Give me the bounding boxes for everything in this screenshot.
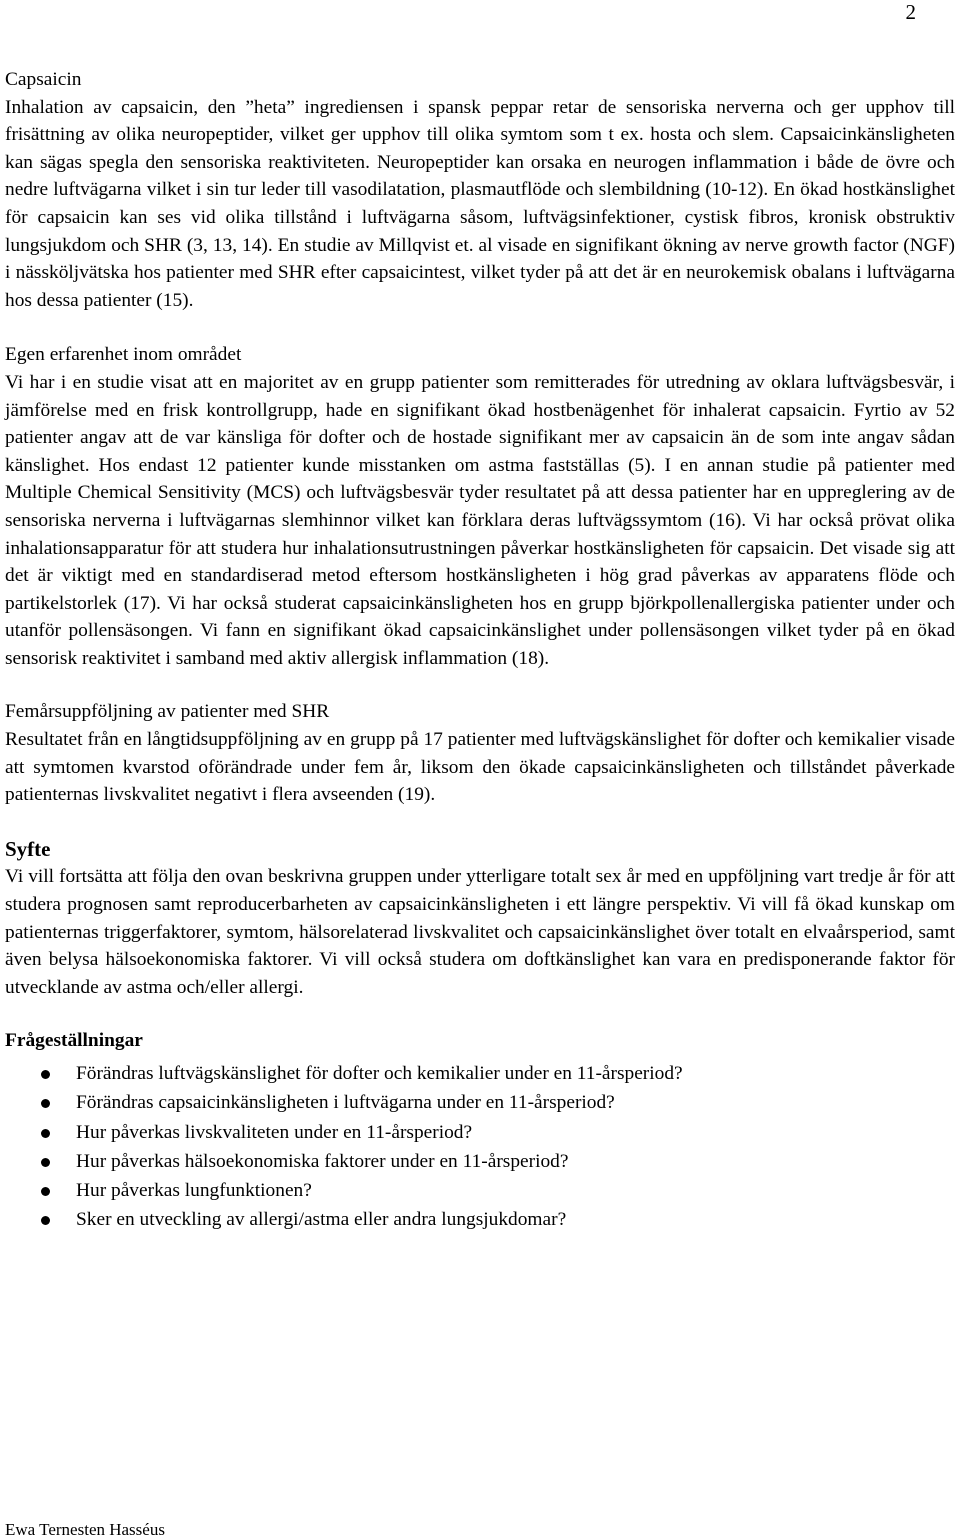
section-purpose: [5, 836, 955, 1002]
bullet-icon: [41, 1129, 50, 1138]
list-item-text: Hur påverkas hälsoekonomiska faktorer under en 11-årsperiod?: [76, 1150, 569, 1172]
paragraph-followup: Resultatet från en långtidsuppföljning av en grupp på 17 patienter med luftvägskänslighet för dofter och kemikalier visade att symtomen kvarstod oförändrade under fem år, liksom den ökade capsaicinkänsligheten och tillståndet påverkade patienternas livskvalitet negativt i flera avseenden (19).: [5, 729, 955, 806]
document-body: [5, 66, 955, 1235]
list-item-text: Sker en utveckling av allergi/astma eller andra lungsjukdomar?: [76, 1209, 567, 1231]
list-item-text: Hur påverkas livskvaliteten under en 11-årsperiod?: [76, 1121, 473, 1143]
section-heading-questions: Frågeställningar: [5, 1030, 143, 1052]
list-item: [5, 1176, 955, 1205]
list-item: [5, 1059, 955, 1088]
footer-author: Ewa Ternesten Hasséus: [5, 1520, 165, 1539]
list-item: [5, 1147, 955, 1176]
bullet-icon: [41, 1187, 50, 1196]
list-item-text: Förändras luftvägskänslighet för dofter och kemikalier under en 11-årsperiod?: [76, 1063, 683, 1084]
section-heading-capsaicin: Capsaicin: [5, 69, 82, 90]
paragraph-capsaicin: Inhalation av capsaicin, den ”heta” ingrediensen i spansk peppar retar de sensoriska nerverna och ger upphov till frisättning av olika neuropeptider, vilket ger upphov till olika symtom som t ex. hosta och slem. Capsaicinkänsligheten kan sägas spegla den sensoriska reaktiviteten. Neuropeptider kan orsaka en neurogen inflammation i både de övre och nedre luftvägarna vilket i sin tur leder till vasodilatation, plasmautflöde och slembildning (10-12). En ökad hostkänslighet för capsaicin kan ses vid olika tillstånd i luftvägarna såsom, luftvägsinfektioner, cystisk fibros, kronisk obstruktiv lungsjukdom och SHR (3, 13, 14). En studie av Millqvist et. al visade en signifikant ökning av nerve growth factor (NGF) i nässköljvätska hos patienter med SHR efter capsaicintest, vilket tyder på att det är en neurokemisk obalans i luftvägarna hos dessa patienter (15).: [5, 96, 955, 311]
list-item-text: Förändras capsaicinkänsligheten i luftvägarna under en 11-årsperiod?: [76, 1092, 615, 1114]
section-experience: [5, 341, 955, 672]
page-number: 2: [905, 0, 916, 24]
bullet-icon: [41, 1158, 50, 1167]
section-followup: [5, 698, 955, 808]
paragraph-purpose: Vi vill fortsätta att följa den ovan beskrivna gruppen under ytterligare totalt sex år med en uppföljning vart tredje år för att studera prognosen samt reproducerbarheten av capsaicinkänsligheten i ett längre perspektiv. Vi vill få ökad kunskap om patienternas triggerfaktorer, symtom, hälsorelaterad livskvalitet och capsaicinkänslighet över totalt en elvaårsperiod, samt även belysa hälsoekonomiska faktorer. Vi vill också studera om doftkänslighet kan vara en predisponerande faktor för utvecklande av astma och/eller allergi.: [5, 866, 955, 998]
list-item: [5, 1205, 955, 1234]
list-item-text: Hur påverkas lungfunktionen?: [76, 1180, 312, 1202]
paragraph-experience: Vi har i en studie visat att en majoritet av en grupp patienter som remitterades för utredning av oklara luftvägsbesvär, i jämförelse med en frisk kontrollgrupp, hade en signifikant ökad hostbenägenhet för inhalerat capsaicin. Fyrtio av 52 patienter angav att de var känsliga för dofter och de hostade signifikant mer av capsaicin än de som inte angav sådan känslighet. Hos endast 12 patienter kunde misstanken om astma fastställas (5). I en annan studie på patienter med Multiple Chemical Sensitivity (MCS) och luftvägsbesvär tyder resultatet på att dessa patienter har en uppreglering av de sensoriska nerverna i luftvägarnas slemhinnor vilket kan förklara deras luftvägssymtom (16). Vi har också prövat olika inhalationsapparatur för att studera hur inhalationsutrustningen påverkar hostkänsligheten för capsaicin. Det visade sig att det är viktigt med en standardiserad metod eftersom hostkänsligheten i hög grad påverkas av apparatens flöde och partikelstorlek (17). Vi har också studerat capsaicinkänsligheten hos en grupp björkpollenallergiska patienter under och utanför pollensäsongen. Vi fann en signifikant ökad capsaicinkänslighet under pollensäsongen vilket tyder på en ökad sensorisk reaktivitet i samband med aktiv allergisk inflammation (18).: [5, 371, 955, 669]
section-heading-purpose: Syfte: [5, 836, 51, 861]
bullet-icon: [41, 1070, 50, 1079]
bullet-icon: [41, 1216, 50, 1225]
section-heading-followup: Femårsuppföljning av patienter med SHR: [5, 701, 330, 723]
section-heading-experience: Egen erfarenhet inom området: [5, 344, 242, 366]
list-item: [5, 1088, 955, 1117]
bullet-icon: [41, 1099, 50, 1108]
section-questions: [5, 1027, 955, 1234]
section-capsaicin: [5, 66, 955, 314]
questions-list: [5, 1059, 955, 1235]
list-item: [5, 1118, 955, 1147]
